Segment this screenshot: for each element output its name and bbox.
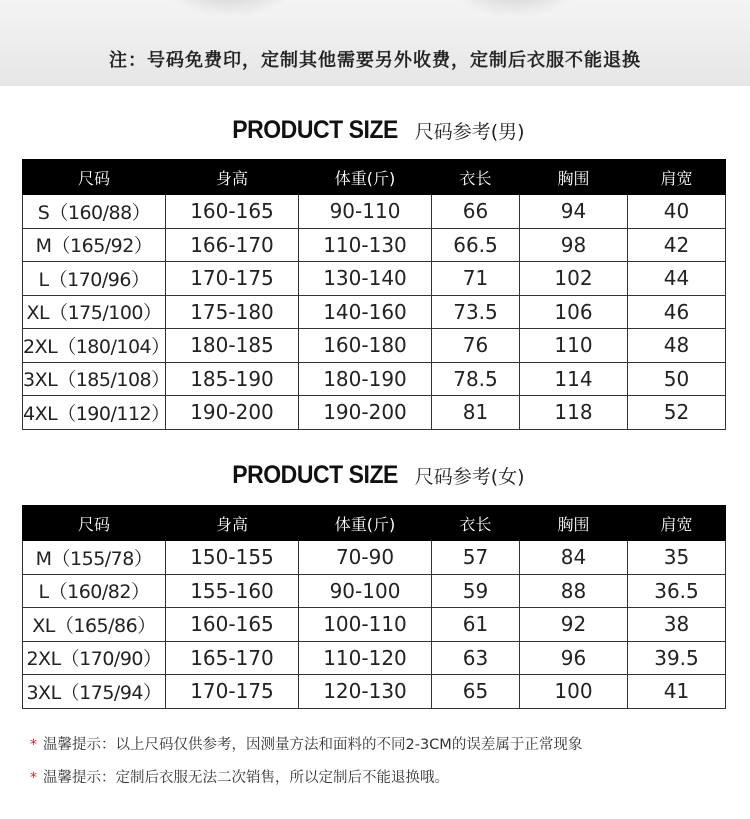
table-cell: S（160/88） <box>23 195 166 229</box>
women-size-table-header <box>23 506 726 541</box>
table-row <box>23 396 726 430</box>
table-cell: 155-160 <box>166 574 299 608</box>
table-cell: 165-170 <box>166 641 299 675</box>
table-cell: 2XL（180/104） <box>23 329 166 363</box>
tip-text: 温馨提示：定制后衣服无法二次销售，所以定制后不能退换哦。 <box>43 770 449 786</box>
table-row <box>23 295 726 329</box>
women-size-title <box>0 461 750 490</box>
men-size-title-zh: 尺码参考(男) <box>414 121 525 143</box>
table-cell: 57 <box>432 541 520 575</box>
table-row <box>23 541 726 575</box>
header-size: 尺码 <box>23 160 166 195</box>
table-cell: 170-175 <box>166 675 299 709</box>
table-cell: 98 <box>520 228 628 262</box>
men-size-title-en: PRODUCT SIZE <box>232 116 399 144</box>
asterisk-icon: * <box>30 737 37 753</box>
table-cell: 190-200 <box>166 396 299 430</box>
women-size-table <box>22 505 726 709</box>
table-cell: 150-155 <box>166 541 299 575</box>
table-cell: 66.5 <box>432 228 520 262</box>
table-cell: 190-200 <box>299 396 432 430</box>
table-cell: 71 <box>432 262 520 296</box>
shoe-image-right <box>455 0 575 16</box>
women-size-title-zh: 尺码参考(女) <box>414 466 525 488</box>
header-length: 衣长 <box>432 506 520 541</box>
table-cell: 180-185 <box>166 329 299 363</box>
table-cell: 110-130 <box>299 228 432 262</box>
table-cell: 160-180 <box>299 329 432 363</box>
header-height: 身高 <box>166 160 299 195</box>
table-cell: 50 <box>628 362 726 396</box>
tip-measurement-note <box>30 733 582 754</box>
table-cell: 88 <box>520 574 628 608</box>
table-cell: 94 <box>520 195 628 229</box>
header-size: 尺码 <box>23 506 166 541</box>
table-cell: 41 <box>628 675 726 709</box>
table-cell: 84 <box>520 541 628 575</box>
table-cell: 35 <box>628 541 726 575</box>
table-cell: 185-190 <box>166 362 299 396</box>
table-cell: 39.5 <box>628 641 726 675</box>
table-cell: XL（175/100） <box>23 295 166 329</box>
table-cell: 160-165 <box>166 608 299 642</box>
table-cell: 73.5 <box>432 295 520 329</box>
table-cell: 61 <box>432 608 520 642</box>
table-cell: 100 <box>520 675 628 709</box>
table-cell: 81 <box>432 396 520 430</box>
table-row <box>23 362 726 396</box>
table-cell: L（160/82） <box>23 574 166 608</box>
table-cell: 175-180 <box>166 295 299 329</box>
men-size-table <box>22 159 726 430</box>
table-cell: L（170/96） <box>23 262 166 296</box>
table-cell: 180-190 <box>299 362 432 396</box>
women-size-title-en: PRODUCT SIZE <box>232 461 399 489</box>
table-cell: 42 <box>628 228 726 262</box>
header-weight: 体重(斤) <box>299 160 432 195</box>
header-height: 身高 <box>166 506 299 541</box>
table-cell: M（165/92） <box>23 228 166 262</box>
table-cell: 3XL（185/108） <box>23 362 166 396</box>
table-cell: 44 <box>628 262 726 296</box>
table-row <box>23 641 726 675</box>
men-size-title <box>0 116 750 145</box>
table-cell: 120-130 <box>299 675 432 709</box>
custom-print-notice: 注：号码免费印，定制其他需要另外收费，定制后衣服不能退换 <box>109 50 641 71</box>
table-cell: 65 <box>432 675 520 709</box>
table-cell: 130-140 <box>299 262 432 296</box>
table-cell: XL（165/86） <box>23 608 166 642</box>
shoe-image-left <box>170 0 290 16</box>
table-cell: 66 <box>432 195 520 229</box>
table-cell: 63 <box>432 641 520 675</box>
table-cell: 102 <box>520 262 628 296</box>
table-cell: 140-160 <box>299 295 432 329</box>
table-cell: 38 <box>628 608 726 642</box>
table-cell: 96 <box>520 641 628 675</box>
header-chest: 胸围 <box>520 160 628 195</box>
table-cell: 2XL（170/90） <box>23 641 166 675</box>
table-cell: 59 <box>432 574 520 608</box>
table-cell: 78.5 <box>432 362 520 396</box>
header-shoulder: 肩宽 <box>628 506 726 541</box>
table-row <box>23 675 726 709</box>
table-cell: 110-120 <box>299 641 432 675</box>
table-cell: 3XL（175/94） <box>23 675 166 709</box>
table-cell: 166-170 <box>166 228 299 262</box>
table-cell: 90-110 <box>299 195 432 229</box>
tip-text: 温馨提示：以上尺码仅供参考，因测量方法和面料的不同2-3CM的误差属于正常现象 <box>43 737 583 753</box>
table-cell: 170-175 <box>166 262 299 296</box>
table-row <box>23 574 726 608</box>
table-cell: 114 <box>520 362 628 396</box>
header-weight: 体重(斤) <box>299 506 432 541</box>
table-row <box>23 228 726 262</box>
header-shoulder: 肩宽 <box>628 160 726 195</box>
table-cell: 70-90 <box>299 541 432 575</box>
table-cell: 36.5 <box>628 574 726 608</box>
tip-no-return-note <box>30 766 449 787</box>
table-cell: 46 <box>628 295 726 329</box>
header-chest: 胸围 <box>520 506 628 541</box>
table-row <box>23 608 726 642</box>
asterisk-icon: * <box>30 770 37 786</box>
table-cell: 4XL（190/112） <box>23 396 166 430</box>
table-cell: 90-100 <box>299 574 432 608</box>
table-row <box>23 262 726 296</box>
table-row <box>23 329 726 363</box>
table-cell: 100-110 <box>299 608 432 642</box>
table-cell: 76 <box>432 329 520 363</box>
header-length: 衣长 <box>432 160 520 195</box>
table-cell: M（155/78） <box>23 541 166 575</box>
table-cell: 118 <box>520 396 628 430</box>
table-cell: 40 <box>628 195 726 229</box>
table-cell: 160-165 <box>166 195 299 229</box>
table-row <box>23 195 726 229</box>
table-cell: 48 <box>628 329 726 363</box>
table-cell: 110 <box>520 329 628 363</box>
table-cell: 92 <box>520 608 628 642</box>
top-banner <box>0 0 750 86</box>
table-cell: 52 <box>628 396 726 430</box>
men-size-table-header <box>23 160 726 195</box>
table-cell: 106 <box>520 295 628 329</box>
